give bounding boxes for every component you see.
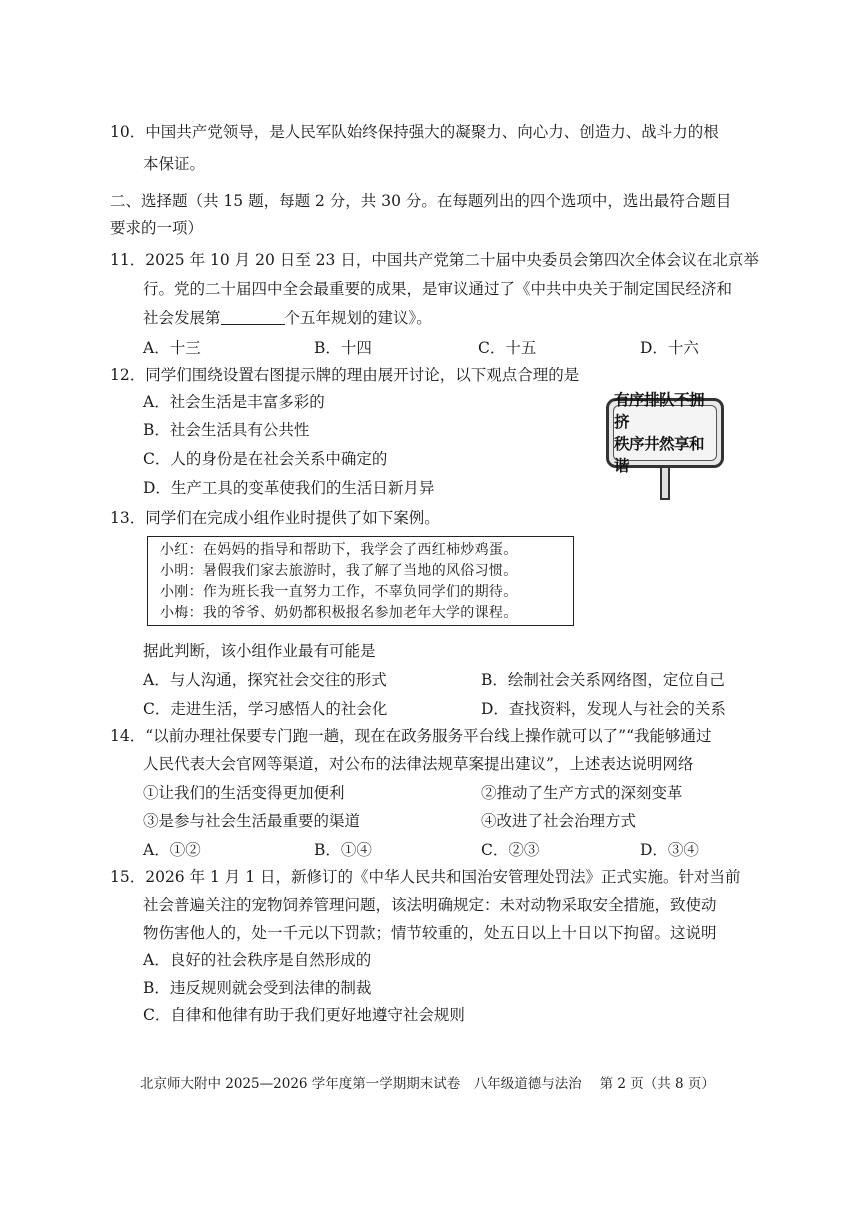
q12-option-d: D．生产工具的变革使我们的生活日新月异 [143,479,435,497]
q11-line1: 11．2025 年 10 月 20 日至 23 日，中国共产党第二十届中央委员会第四次全体会议在北京举 [110,251,759,269]
q10-line2: 本保证。 [143,155,206,173]
q14-option-a: A．①② [143,841,201,859]
q14-item-3: ③是参与社会生活最重要的渠道 [143,812,361,830]
q11-option-d: D．十六 [640,339,699,357]
q10-line1: 10．中国共产党领导，是人民军队始终保持强大的凝聚力、向心力、创造力、战斗力的根 [110,123,719,141]
section2-heading-line1: 二、选择题（共 15 题，每题 2 分，共 30 分。在每题列出的四个选项中，选出最符合题目 [110,192,732,210]
sign-text-line2: 秩序井然享和谐 [614,435,705,475]
case-line: 小明：暑假我们家去旅游时，我了解了当地的风俗习惯。 [160,563,518,579]
q14-item-1: ①让我们的生活变得更加便利 [143,784,345,802]
q14-item-2: ②推动了生产方式的深刻变革 [481,784,683,802]
q12-option-a: A．社会生活是丰富多彩的 [143,393,325,411]
q15-option-a: A．良好的社会秩序是自然形成的 [143,951,372,969]
q14-option-c: C．②③ [481,841,540,859]
q11-line3-start: 社会发展第 [143,309,221,327]
case-line: 小刚：作为班长我一直努力工作，不辜负同学们的期待。 [160,584,518,600]
queue-sign-illustration [606,391,730,502]
q14-option-d: D．③④ [640,841,699,859]
q14-item-4: ④改进了社会治理方式 [481,812,637,830]
q13-option-b: B．绘制社会关系网络图，定位自己 [481,671,725,689]
section2-heading-line2: 要求的一项） [110,219,204,237]
q14-line2: 人民代表大会官网等渠道，对公布的法律法规草案提出建议”，上述表达说明网络 [143,755,694,773]
case-line: 小梅：我的爷爷、奶奶都积极报名参加老年大学的课程。 [160,605,518,621]
q15-line1: 15．2026 年 1 月 1 日，新修订的《中华人民共和国治安管理处罚法》正式实施。针对当前 [110,868,741,886]
sign-board [606,391,724,475]
q13-option-a: A．与人沟通，探究社会交往的形式 [143,671,387,689]
q11-option-b: B．十四 [314,339,372,357]
sign-text-line1: 有序排队不拥挤 [614,391,705,431]
q15-line3: 物伤害他人的，处一千元以下罚款；情节较重的，处五日以上十日以下拘留。这说明 [143,924,717,942]
sign-pole [660,468,670,500]
q12-option-b: B．社会生活具有公共性 [143,421,310,439]
q13-option-d: D．查找资料，发现人与社会的关系 [481,700,726,718]
case-line: 小红：在妈妈的指导和帮助下，我学会了西红柿炒鸡蛋。 [160,542,518,558]
q13-option-c: C．走进生活，学习感悟人的社会化 [143,700,388,718]
page-footer: 北京师大附中 2025—2026 学年度第一学期期末试卷 八年级道德与法治 第 2 页（共 8 页） [140,1076,715,1092]
q14-line1: 14．“以前办理社保要专门跑一趟，现在在政务服务平台线上操作就可以了”“我能够通过 [110,727,712,745]
q13-judge: 据此判断，该小组作业最有可能是 [143,642,376,660]
q12-option-c: C．人的身份是在社会关系中确定的 [143,450,388,468]
q13-stem: 13．同学们在完成小组作业时提供了如下案例。 [110,509,440,527]
q11-option-c: C．十五 [478,339,537,357]
q12-stem: 12．同学们围绕设置右图提示牌的理由展开讨论，以下观点合理的是 [110,366,580,384]
q14-option-b: B．①④ [314,841,372,859]
case-box [147,536,574,626]
q11-line3 [143,307,432,329]
q11-option-a: A．十三 [143,339,201,357]
q15-option-c: C．自律和他律有助于我们更好地遵守社会规则 [143,1006,465,1024]
q11-line3-end: 个五年规划的建议》。 [284,309,432,327]
q15-line2: 社会普遍关注的宠物饲养管理问题，该法明确规定：未对动物采取安全措施，致使动 [143,896,717,914]
q15-option-b: B．违反规则就会受到法律的制裁 [143,979,372,997]
answer-blank [221,308,285,325]
q11-line2: 行。党的二十届四中全会最重要的成果，是审议通过了《中共中央关于制定国民经济和 [143,280,733,298]
